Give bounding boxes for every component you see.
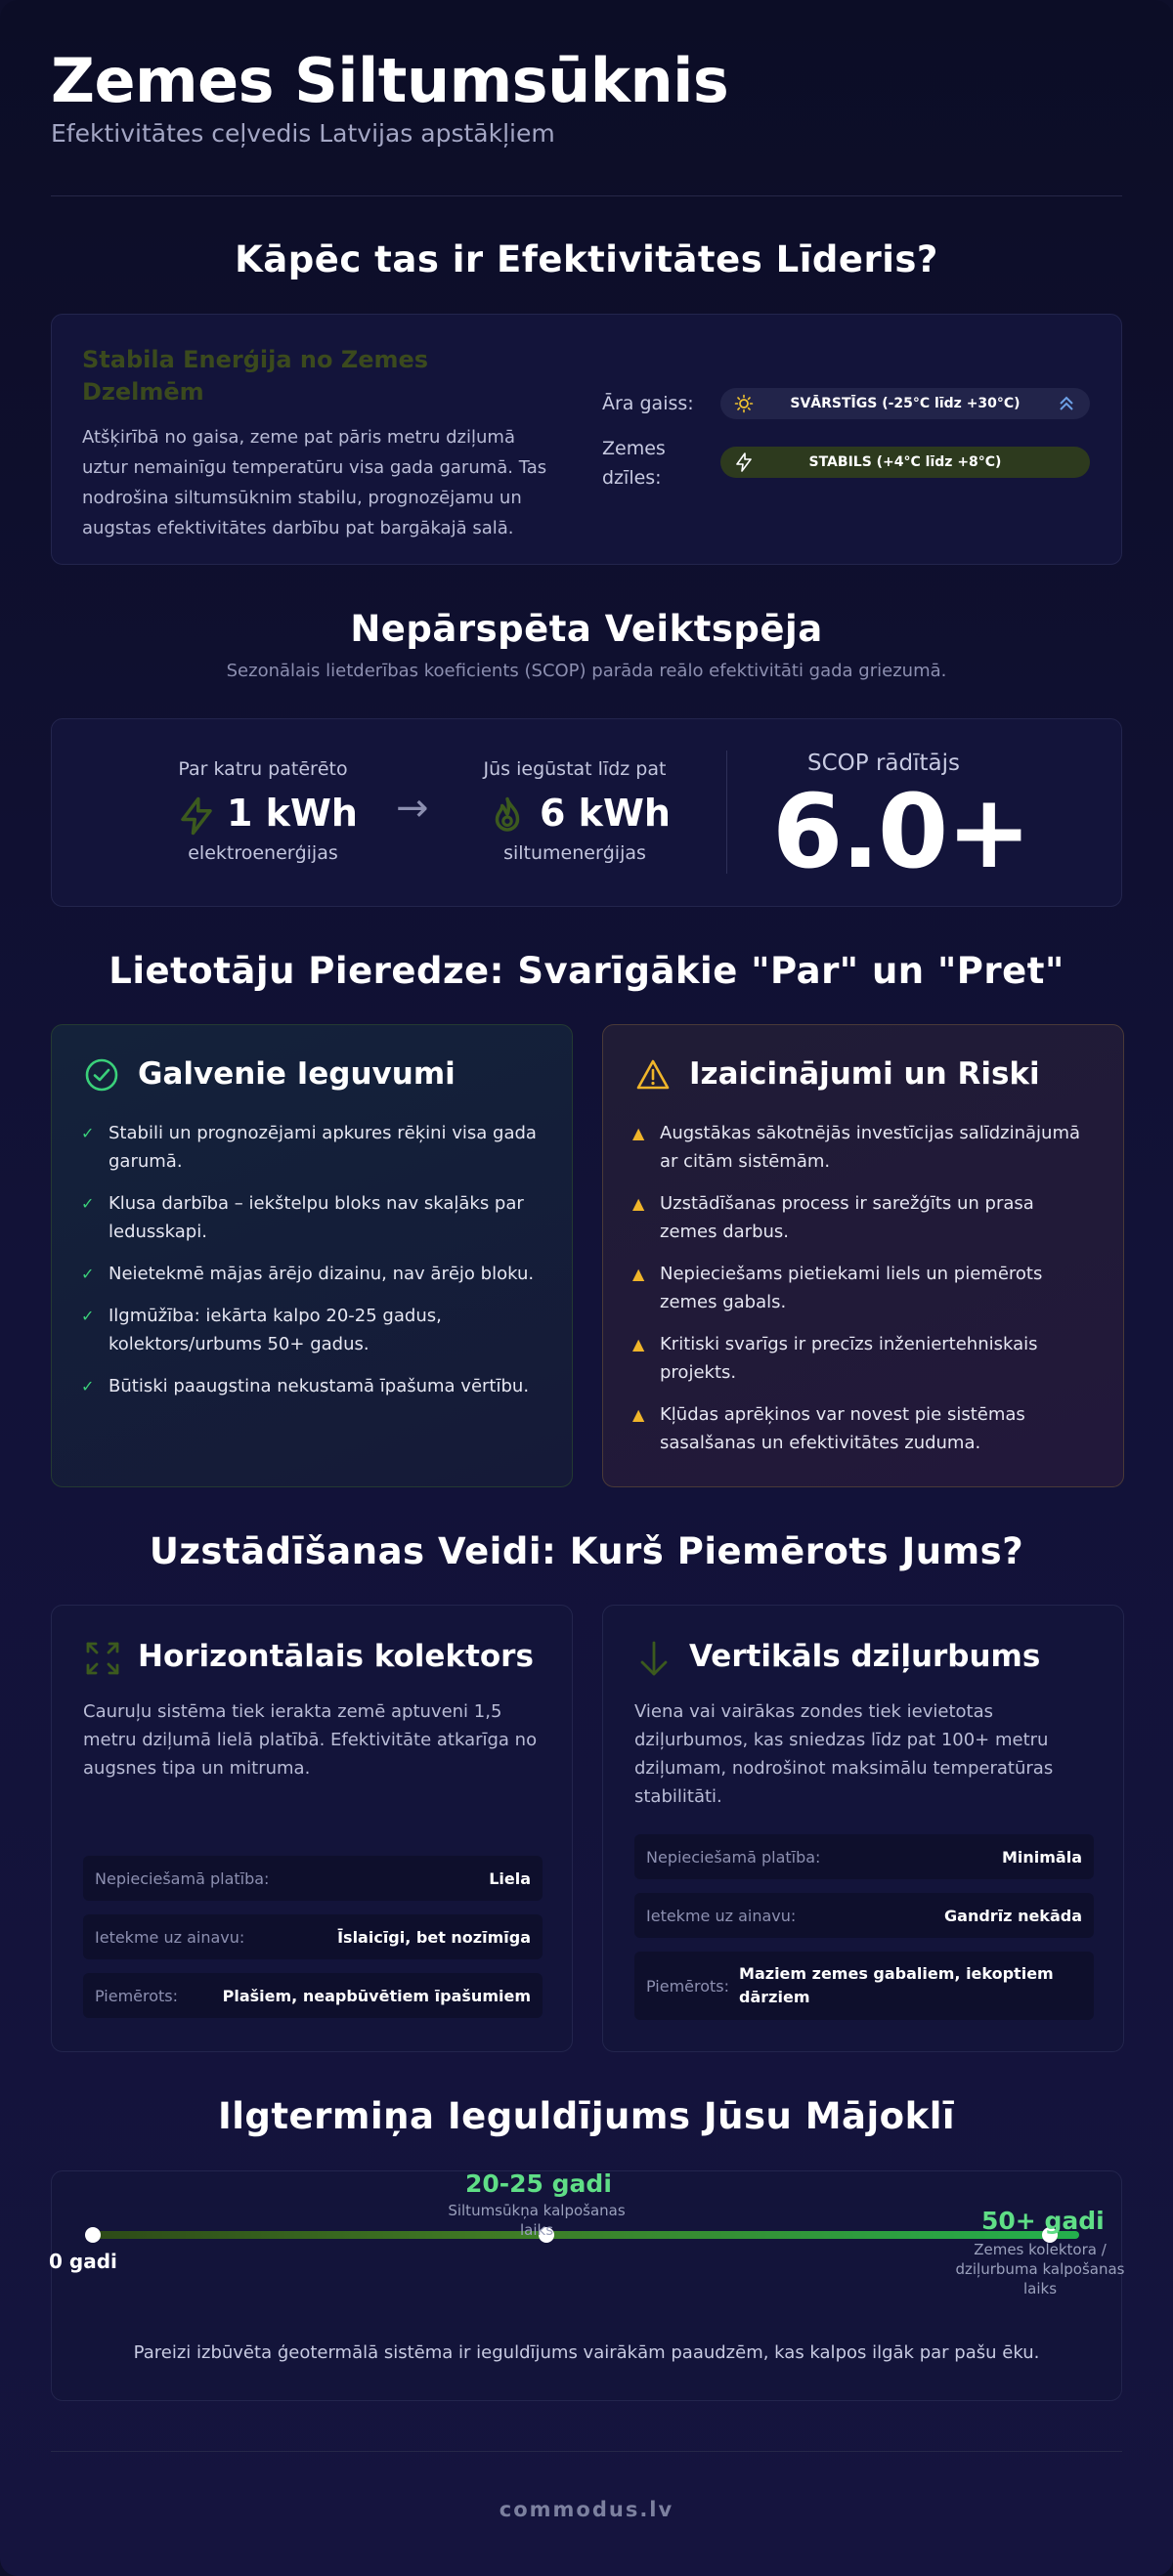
- input-unit: elektroenerģijas: [188, 842, 338, 864]
- check-mark-icon: ✓: [81, 1265, 95, 1283]
- scop-label: SCOP rādītājs: [807, 751, 960, 776]
- pros-list: [81, 1119, 541, 1414]
- performance-divider: [726, 751, 727, 874]
- experience-section-title: Lietotāju Pieredze: Svarīgākie "Par" un "Pret": [109, 950, 1064, 992]
- output-caption: Jūs iegūstat līdz pat: [483, 758, 667, 780]
- list-item: ✓ Klusa darbība – iekštelpu bloks nav skaļāks par ledusskapi.: [81, 1189, 541, 1246]
- check-mark-icon: ✓: [81, 1124, 95, 1142]
- list-item: ✓ Neietekmē mājas ārējo dizainu, nav ārējo bloku.: [81, 1260, 541, 1288]
- horizontal-text: Cauruļu sistēma tiek ierakta zemē aptuveni 1,5 metru dziļumā lielā platībā. Efektivitāte atkarīga no augsnes tipa un mitruma.: [83, 1701, 538, 1779]
- check-circle-icon: [83, 1056, 120, 1094]
- performance-section-title: Nepārspēta Veiktspēja: [350, 608, 823, 650]
- ground-pill: [720, 447, 1090, 478]
- check-mark-icon: ✓: [81, 1307, 95, 1325]
- sun-icon: [734, 394, 754, 413]
- warning-mark-icon: ▲: [632, 1194, 645, 1213]
- input-value: 1 kWh: [227, 792, 358, 835]
- footer-divider: [51, 2451, 1122, 2452]
- air-pill: [720, 388, 1090, 419]
- arrow-right-icon: →: [396, 786, 429, 831]
- page-subtitle: Efektivitātes ceļvedis Latvijas apstākļiem: [51, 119, 555, 148]
- timeline-mid-label: 20-25 gadi: [465, 2169, 612, 2198]
- cons-list: [632, 1119, 1092, 1471]
- spec-row: Nepieciešamā platība: Minimāla: [634, 1834, 1094, 1879]
- horizontal-card: [51, 1605, 573, 2052]
- air-label: Āra gaiss:: [602, 393, 694, 414]
- expand-arrows-icon: [83, 1639, 122, 1678]
- air-value: SVĀRSTĪGS (-25°C līdz +30°C): [790, 396, 1021, 411]
- investment-section-title: Ilgtermiņa Ieguldījums Jūsu Mājoklī: [217, 2095, 956, 2137]
- warning-triangle-icon: [634, 1056, 672, 1094]
- spec-row: Nepieciešamā platība: Liela: [83, 1856, 543, 1901]
- check-mark-icon: ✓: [81, 1377, 95, 1395]
- timeline-end-label: 50+ gadi: [981, 2207, 1105, 2235]
- lightning-icon: [176, 795, 217, 837]
- why-section-title: Kāpēc tas ir Efektivitātes Līderis?: [235, 238, 938, 280]
- vertical-text: Viena vai vairākas zondes tiek ievietotas dziļurbumos, kas sniedzas līdz pat 100+ metru dziļumam, nodrošinot maksimālu temperatūras stabilitāti.: [634, 1701, 1054, 1807]
- installation-section-title: Uzstādīšanas Veidi: Kurš Piemērots Jums?: [149, 1530, 1024, 1572]
- check-mark-icon: ✓: [81, 1194, 95, 1213]
- chevrons-up-icon: [1057, 394, 1076, 413]
- list-item: ▲ Kļūdas aprēķinos var novest pie sistēmas sasalšanas un efektivitātes zuduma.: [632, 1400, 1092, 1457]
- warning-mark-icon: ▲: [632, 1265, 645, 1283]
- timeline-end-caption: Zemes kolektora / dziļurbuma kalpošanas laiks: [955, 2241, 1125, 2297]
- input-caption: Par katru patērēto: [178, 758, 348, 780]
- header: [51, 47, 728, 148]
- timeline-note: Pareizi izbūvēta ģeotermālā sistēma ir ieguldījums vairākām paaudzēm, kas kalpos ilgāk par pašu ēku.: [133, 2342, 1040, 2363]
- arrow-down-icon: [634, 1639, 673, 1678]
- timeline-start-dot: [85, 2227, 101, 2243]
- list-item: ✓ Būtiski paaugstina nekustamā īpašuma vērtību.: [81, 1372, 541, 1400]
- list-item: ✓ Ilgmūžība: iekārta kalpo 20-25 gadus, kolektors/urbums 50+ gadus.: [81, 1302, 541, 1358]
- timeline-start-label: 0 gadi: [49, 2250, 117, 2273]
- pros-card: [51, 1024, 573, 1487]
- cons-card: [602, 1024, 1124, 1487]
- horizontal-title: Horizontālais kolektors: [138, 1639, 534, 1674]
- pros-title: Galvenie Ieguvumi: [138, 1056, 456, 1092]
- header-divider: [51, 195, 1122, 196]
- spec-row: Piemērots: Plašiem, neapbūvētiem īpašumiem: [83, 1973, 543, 2018]
- vertical-card: [602, 1605, 1124, 2052]
- why-card-text: Atšķirībā no gaisa, zeme pat pāris metru dziļumā uztur nemainīgu temperatūru visa gada garumā. Tas nodrošina siltumsūknim stabilu, prognozējamu un augstas efektivitātes darbību pat bargākajā salā.: [82, 427, 547, 538]
- warning-mark-icon: ▲: [632, 1405, 645, 1424]
- spec-row: Ietekme uz ainavu: Gandrīz nekāda: [634, 1893, 1094, 1938]
- ground-label: Zemes dzīles:: [602, 438, 666, 489]
- timeline-mid-caption: Siltumsūkņa kalpošanas laiks: [448, 2202, 626, 2239]
- list-item: ▲ Uzstādīšanas process ir sarežģīts un prasa zemes darbus.: [632, 1189, 1092, 1246]
- page-title: Zemes Siltumsūknis: [51, 45, 729, 116]
- output-value: 6 kWh: [540, 792, 671, 835]
- cons-title: Izaicinājumi un Riski: [689, 1056, 1040, 1092]
- output-unit: siltumenerģijas: [503, 842, 646, 864]
- lightning-icon: [734, 452, 754, 472]
- warning-mark-icon: ▲: [632, 1124, 645, 1142]
- spec-row: Piemērots: Maziem zemes gabaliem, iekoptiem dārziem: [634, 1952, 1094, 2020]
- spec-row: Ietekme uz ainavu: Īslaicīgi, bet nozīmīga: [83, 1914, 543, 1959]
- footer-brand-link[interactable]: commodus.lv: [499, 2498, 674, 2521]
- list-item: ▲ Kritiski svarīgs ir precīzs inženiertehniskais projekts.: [632, 1330, 1092, 1387]
- list-item: ▲ Nepieciešams pietiekami liels un piemērots zemes gabals.: [632, 1260, 1092, 1316]
- why-card-title: Stabila Enerģija no Zemes Dzelmēm: [82, 346, 429, 406]
- list-item: ▲ Augstākas sākotnējās investīcijas salīdzinājumā ar citām sistēmām.: [632, 1119, 1092, 1176]
- list-item: ✓ Stabili un prognozējami apkures rēķini visa gada garumā.: [81, 1119, 541, 1176]
- warning-mark-icon: ▲: [632, 1335, 645, 1353]
- performance-section-subtitle: Sezonālais lietderības koeficients (SCOP) parāda reālo efektivitāti gada griezumā.: [226, 661, 947, 681]
- flame-icon: [487, 795, 528, 837]
- vertical-title: Vertikāls dziļurbums: [689, 1639, 1041, 1674]
- scop-value: 6.0+: [772, 772, 1030, 891]
- ground-value: STABILS (+4°C līdz +8°C): [808, 454, 1002, 470]
